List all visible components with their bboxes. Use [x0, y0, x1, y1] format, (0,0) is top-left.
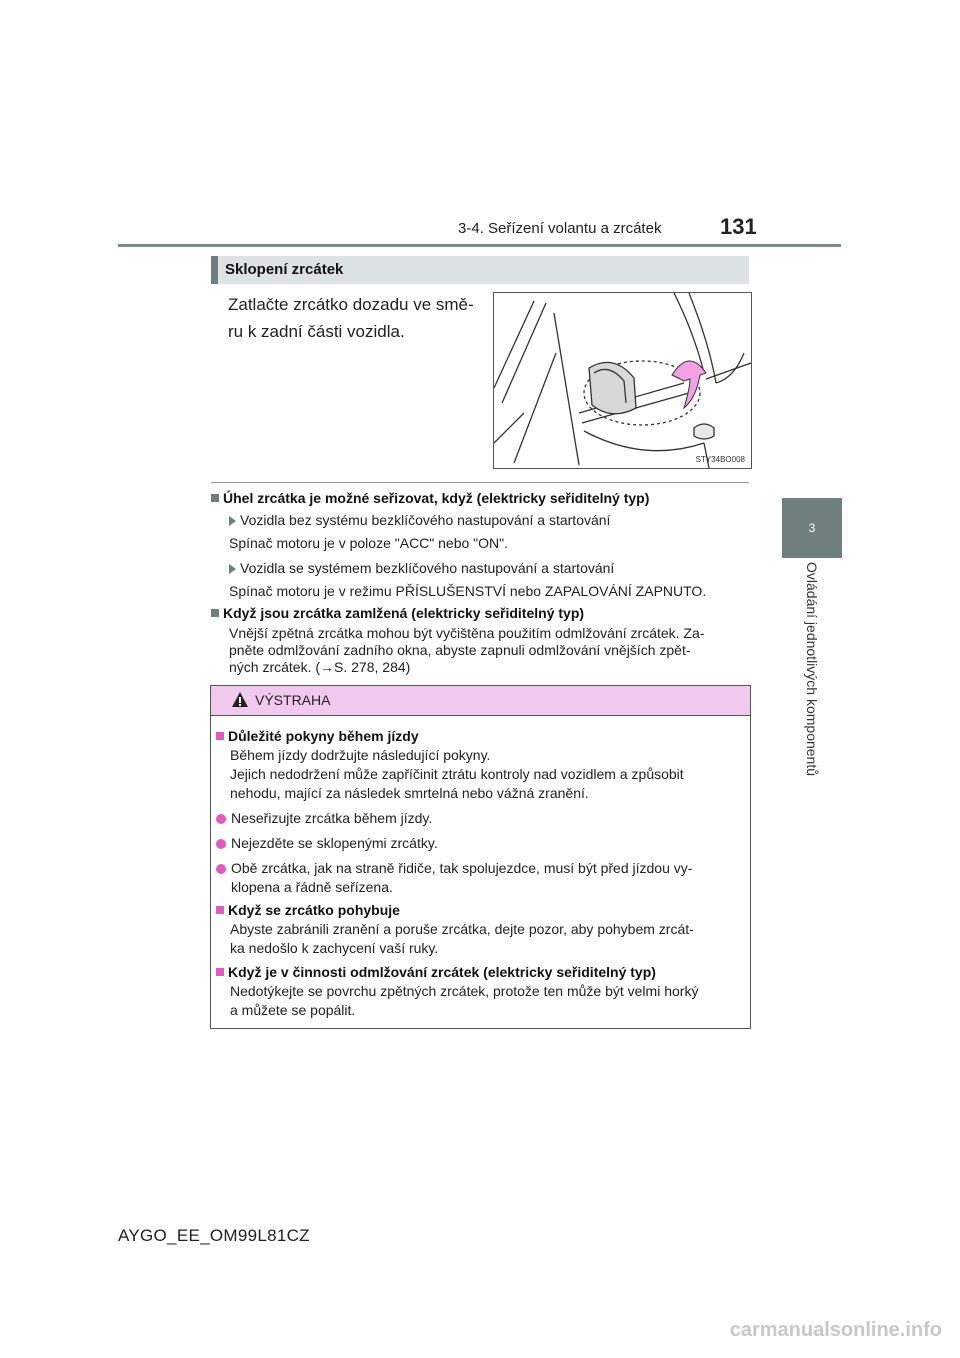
mirror-drawing	[494, 293, 751, 468]
square-bullet-icon	[216, 906, 224, 914]
chapter-number: 3	[808, 521, 816, 535]
warning-header	[211, 686, 750, 716]
dot-bullet-icon	[216, 864, 226, 874]
warning-heading-2: Když se zrcátko pohybuje	[216, 902, 744, 918]
square-bullet-icon	[216, 968, 224, 976]
figure-code: STY34BO008	[695, 455, 745, 464]
square-bullet-icon	[211, 609, 219, 617]
dot-bullet-icon	[216, 839, 226, 849]
note-text-1: Spínač motoru je v poloze "ACC" nebo "ON".	[229, 535, 509, 551]
note-sub-1: Vozidla bez systému bezklíčového nastupování a startování	[229, 511, 751, 529]
watermark: carmanualsonline.info	[729, 1319, 942, 1341]
arrow-bullet-icon	[229, 564, 236, 574]
chapter-title-wrap	[782, 562, 842, 812]
mirror-folding-illustration	[493, 292, 752, 469]
notes	[211, 490, 751, 676]
note-heading-2: Když jsou zrcátka zamlžená (elektricky seřiditelný typ)	[211, 605, 751, 621]
warning-bullet-3: Obě zrcátka, jak na straně řidiče, tak spolujezdce, musí být před jízdou vy- klopena a řádně seřízena.	[216, 859, 744, 897]
intro-line-1: Zatlačte zrcátko dozadu ve smě-	[228, 295, 474, 314]
chapter-title: Ovládání jednotlivých komponentů	[804, 562, 820, 777]
page-number: 131	[720, 214, 757, 239]
warning-heading-3: Když je v činnosti odmlžování zrcátek (elektricky seřiditelný typ)	[216, 964, 744, 980]
note-heading-1: Úhel zrcátka je možné seřizovat, když (elektricky seřiditelný typ)	[211, 490, 751, 506]
section-title: Sklopení zrcátek	[225, 261, 344, 278]
intro-text	[228, 291, 478, 345]
running-header: 3-4. Seřízení volantu a zrcátek	[458, 220, 662, 237]
square-bullet-icon	[216, 732, 224, 740]
warning-paragraph-2: Abyste zabránili zranění a poruše zrcátka, dejte pozor, aby pohybem zrcát- ka nedošlo k zachycení vaší ruky.	[230, 921, 694, 956]
note-paragraph-2: Vnější zpětná zrcátka mohou být vyčištěna použitím odmlžování zrcátek. Za- pněte odmlžování zadního okna, abyste zapnuli odmlžování vnějších zpět- ných zrcátek. (→S. 278, 284)	[229, 625, 705, 675]
warning-triangle-icon	[231, 691, 249, 708]
warning-box	[210, 685, 751, 1029]
note-sub-2: Vozidla se systémem bezklíčového nastupování a startování	[229, 559, 751, 577]
warning-paragraph-1: Během jízdy dodržujte následující pokyny. Jejich nedodržení může zapříčinit ztrátu kontroly nad vozidlem a způsobit nehodu, mající za následek smrtelná nebo vážná zranění.	[230, 747, 684, 801]
dot-bullet-icon	[216, 814, 226, 824]
warning-paragraph-3: Nedotýkejte se povrchu zpětných zrcátek, protože ten může být velmi horký a můžete se popálit.	[230, 983, 699, 1018]
warning-content	[216, 728, 744, 1020]
chapter-tab	[782, 498, 842, 558]
warning-bullet-2: Nejezděte se sklopenými zrcátky.	[216, 834, 744, 853]
warning-heading-1: Důležité pokyny během jízdy	[216, 728, 744, 744]
arrow-bullet-icon	[229, 516, 236, 526]
square-bullet-icon	[211, 494, 219, 502]
note-text-2: Spínač motoru je v režimu PŘÍSLUŠENSTVÍ nebo ZAPALOVÁNÍ ZAPNUTO.	[229, 583, 707, 599]
header-rule	[118, 244, 841, 247]
divider	[211, 482, 749, 483]
section-heading-bar	[211, 256, 218, 284]
warning-title: VÝSTRAHA	[255, 692, 331, 708]
document-code: AYGO_EE_OM99L81CZ	[118, 1226, 310, 1245]
warning-bullet-1: Neseřizujte zrcátka během jízdy.	[216, 809, 744, 828]
section-heading	[211, 256, 749, 284]
intro-line-2: ru k zadní části vozidla.	[228, 322, 405, 341]
